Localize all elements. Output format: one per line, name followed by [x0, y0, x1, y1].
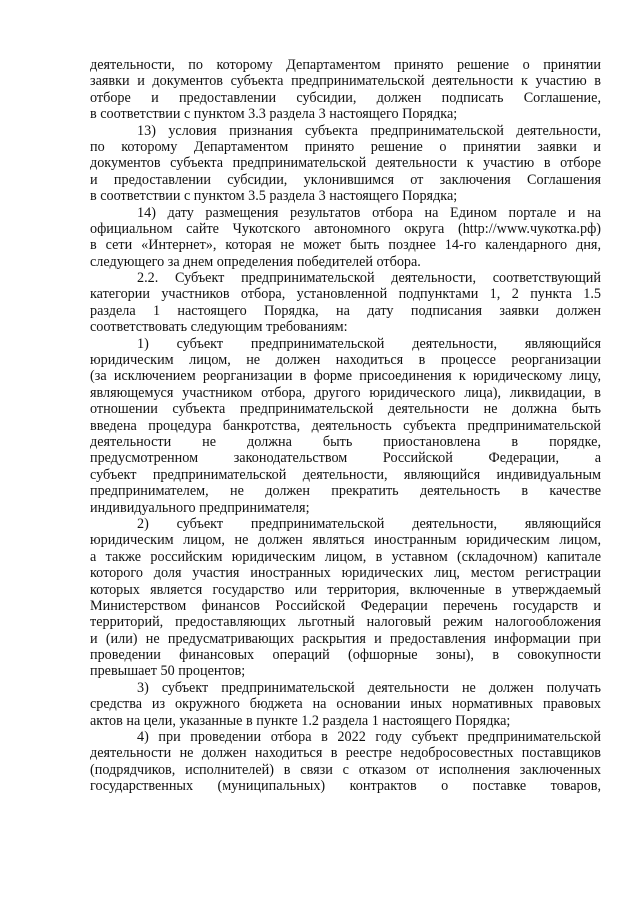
- text-line: предпринимателем, не должен прекратить деятельность в качестве: [90, 483, 601, 500]
- text-line: 13) условия признания субъекта предпринимательской деятельности,: [137, 122, 601, 139]
- text-line: отношении субъекта предпринимательской деятельности не должна быть: [90, 401, 601, 418]
- text-line: в соответствии с пунктом 3.3 раздела 3 настоящего Порядка;: [90, 106, 458, 123]
- text-line: субъект предпринимательской деятельности, являющийся индивидуальным: [90, 466, 601, 483]
- text-line: официальном сайте Чукотского автономного округа (http://www.чукотка.рф): [90, 220, 601, 237]
- text-line: следующего за днем определения победителей отбора.: [90, 253, 421, 270]
- text-line: 1) субъект предпринимательской деятельности, являющийся: [137, 335, 601, 352]
- text-line: которых является государство или территория, включенные в утверждаемый: [90, 581, 601, 598]
- text-line: 14) дату размещения результатов отбора на Едином портале и на: [137, 204, 601, 221]
- text-line: 3) субъект предпринимательской деятельности не должен получать: [137, 679, 601, 696]
- text-line: проведении финансовых операций (офшорные зоны), в совокупности: [90, 647, 601, 664]
- text-line: 2.2. Субъект предпринимательской деятельности, соответствующий: [137, 270, 601, 287]
- text-line: являющемуся участником отбора, другого юридического лица), ликвидации, в: [90, 384, 601, 401]
- document-body-text: [90, 57, 601, 795]
- text-line: юридическим лицом, не должен находиться в процессе реорганизации: [90, 352, 601, 369]
- text-line: (за исключением реорганизации в форме присоединения к юридическому лицу,: [90, 368, 601, 385]
- text-line: в сети «Интернет», которая не может быть позднее 14-го календарного дня,: [90, 237, 601, 254]
- text-line: заявки и документов субъекта предпринимательской деятельности к участию в: [90, 73, 601, 90]
- text-line: деятельности не должен находиться в реестре недобросовестных поставщиков: [90, 745, 601, 762]
- text-line: 2) субъект предпринимательской деятельности, являющийся: [137, 515, 601, 532]
- text-line: в соответствии с пунктом 3.5 раздела 3 настоящего Порядка;: [90, 188, 458, 205]
- text-line: категории участников отбора, установленной подпунктами 1, 2 пункта 1.5: [90, 286, 601, 303]
- text-line: соответствовать следующим требованиям:: [90, 319, 348, 336]
- text-line: деятельности, по которому Департаментом принято решение о принятии: [90, 57, 601, 73]
- text-line: документов субъекта предпринимательской деятельности к участию в отборе: [90, 155, 601, 172]
- text-line: Министерством финансов Российской Федерации перечень государств и: [90, 597, 601, 614]
- text-line: которого доля участия иностранных юридических лиц, местом регистрации: [90, 565, 601, 582]
- text-line: по которому Департаментом принято решение о принятии заявки и: [90, 138, 601, 155]
- text-line: превышает 50 процентов;: [90, 663, 246, 680]
- text-line: территорий, предоставляющих льготный налоговый режим налогообложения: [90, 614, 601, 631]
- text-line: и (или) не предусматривающих раскрытия и предоставления информации при: [90, 630, 601, 647]
- text-line: государственных (муниципальных) контрактов о поставке товаров,: [90, 778, 601, 795]
- text-line: (подрядчиков, исполнителей) в связи с отказом от исполнения заключенных: [90, 761, 601, 778]
- text-line: юридическим лицом, не должен являться иностранным юридическим лицом,: [90, 532, 601, 549]
- text-line: и предоставлении субсидии, уклонившимся от заключения Соглашения: [90, 171, 601, 188]
- text-line: деятельности не должна быть приостановлена в порядке,: [90, 433, 601, 450]
- text-line: предусмотренном законодательством Российской Федерации, а: [90, 450, 601, 467]
- text-line: введена процедура банкротства, деятельность субъекта предпринимательской: [90, 417, 601, 434]
- text-line: индивидуального предпринимателя;: [90, 499, 310, 516]
- text-line: средства из окружного бюджета на основании иных нормативных правовых: [90, 696, 601, 713]
- text-line: актов на цели, указанные в пункте 1.2 раздела 1 настоящего Порядка;: [90, 712, 511, 729]
- text-line: 4) при проведении отбора в 2022 году субъект предпринимательской: [137, 729, 601, 746]
- text-line: а также российским юридическим лицом, в уставном (складочном) капитале: [90, 548, 601, 565]
- text-line: раздела 1 настоящего Порядка, на дату подписания заявки должен: [90, 302, 601, 319]
- text-line: отборе и предоставлении субсидии, должен подписать Соглашение,: [90, 89, 601, 106]
